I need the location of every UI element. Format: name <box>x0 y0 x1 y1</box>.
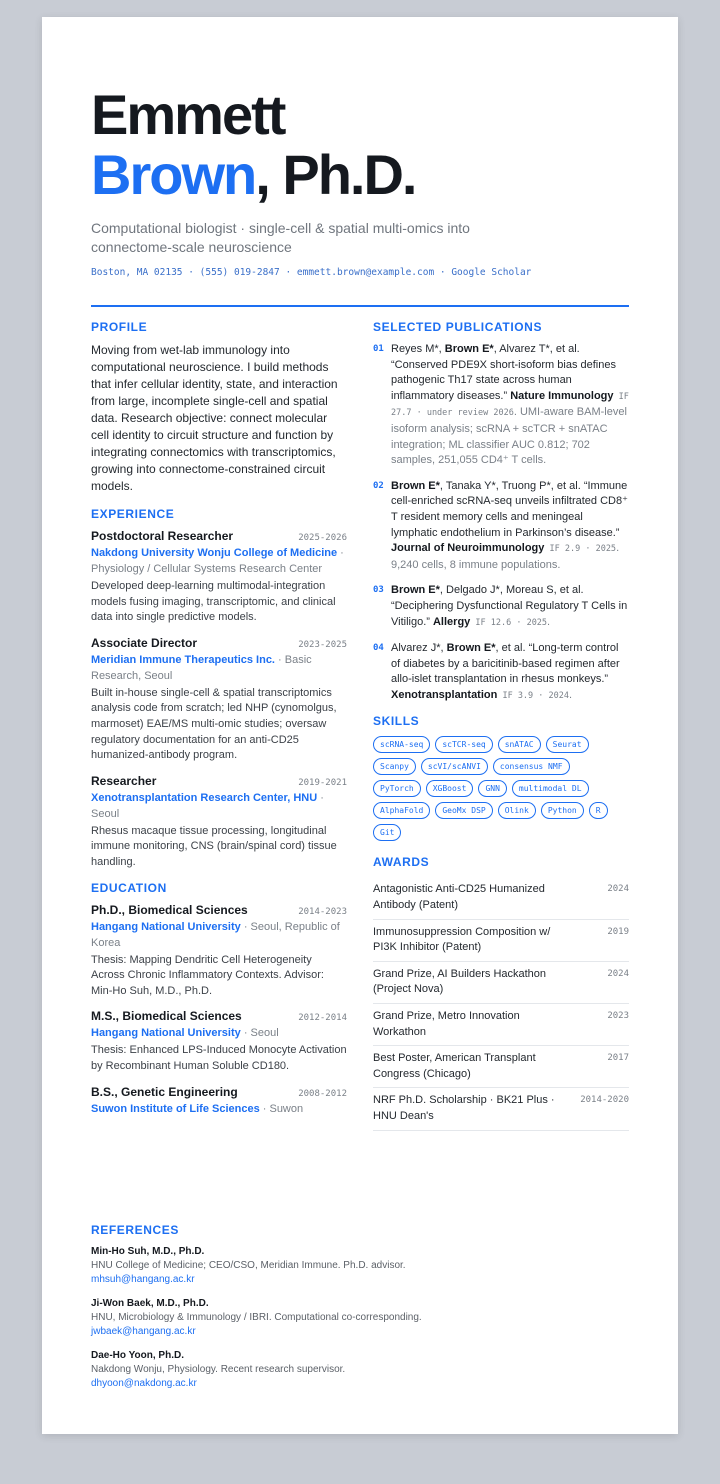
publication-authors-pre: Reyes M*, <box>391 343 445 355</box>
entry-title: B.S., Genetic Engineering <box>91 1084 238 1099</box>
entry-location: · Seoul <box>91 791 324 820</box>
entry-header <box>91 1009 347 1023</box>
entry-description: Thesis: Mapping Dendritic Cell Heterogeneity Across Chronic Inflammatory Contexts. Advisor: Min-Ho Suh, M.D., Ph.D. <box>91 953 324 997</box>
publication-meta: IF 12.6 · 2025 <box>470 617 548 628</box>
entry-location: · Physiology / Cellular Systems Research Center <box>91 547 344 575</box>
entry-org-line <box>91 652 347 684</box>
publication-number: 01 <box>373 344 384 354</box>
entry-description: Developed deep-learning multimodal-integration models fusing imaging, transcriptomic, and clinical data into single predictive models. <box>91 580 336 624</box>
entry-title: Postdoctoral Researcher <box>91 529 234 543</box>
award-year: 2017 <box>607 1053 629 1064</box>
experience-list <box>91 529 347 871</box>
resume-header <box>91 85 629 278</box>
entry-org-line <box>91 919 347 951</box>
reference-name: Min-Ho Suh, M.D., Ph.D. <box>91 1246 205 1257</box>
reference-description: HNU College of Medicine; CEO/CSO, Meridian Immune. Ph.D. advisor. <box>91 1260 406 1271</box>
award-item <box>373 1004 629 1046</box>
publication-list <box>373 342 629 704</box>
tagline: Computational biologist · single-cell & spatial multi-omics into connectome-scale neuroscience <box>91 220 470 255</box>
entry-location: · Seoul, Republic of Korea <box>91 920 340 949</box>
entry-organization: Xenotransplantation Research Center, HNU <box>91 791 318 804</box>
education-heading: EDUCATION <box>91 880 167 895</box>
contact-line[interactable]: Boston, MA 02135 · (555) 019-2847 · emmett.brown@example.com · Google Scholar <box>91 267 532 278</box>
entry-header <box>91 636 347 650</box>
experience-entry <box>91 774 347 871</box>
publication-journal: Nature Immunology <box>510 389 614 402</box>
award-item <box>373 962 629 1004</box>
award-year: 2019 <box>607 926 629 937</box>
entry-description: Built in-house single-cell & spatial transcriptomics analysis code from scratch; led NHP (cynomolgus, marmoset) EAE/MS multi-omic studies; oversaw regulatory documentation for an anti-CD25 humanized-antibody program. <box>91 686 337 762</box>
skill-tag: Olink <box>498 802 536 819</box>
publication-meta: IF 2.9 · 2025 <box>544 544 617 555</box>
header-divider <box>91 305 629 307</box>
name-first: Emmett <box>91 83 285 146</box>
skill-tag: Git <box>373 824 401 841</box>
publication-authors-title: , et al. “Long-term control of diabetes by a baricitinib-based regimen after allo-islet transplantation in rhesus monkeys.” <box>391 642 620 686</box>
publication-journal: Journal of Neuroimmunology <box>391 542 545 555</box>
entry-org-line <box>91 545 347 577</box>
entry-header <box>91 1085 347 1099</box>
skill-tag: PyTorch <box>373 780 421 797</box>
reference-list <box>91 1245 629 1391</box>
profile-text: Moving from wet-lab immunology into computational neuroscience. I build methods that infer cellular identity, state, and interaction from large, incomplete single-cell and spatial data. Research objective: connect molecular cell identity to circuit structure and function by integrating connectomics with transcriptomics, growing into connectome-constrained circuit models. <box>91 343 338 493</box>
entry-organization: Hangang National University <box>91 920 241 933</box>
publication-item <box>373 583 629 631</box>
entry-title: M.S., Biomedical Sciences <box>91 1009 242 1024</box>
candidate-name <box>91 85 629 205</box>
skill-tag: scVI/scANVI <box>421 758 488 775</box>
publication-item <box>373 342 629 469</box>
skill-tag: AlphaFold <box>373 802 430 819</box>
experience-entry <box>91 636 347 764</box>
award-title: Antagonistic Anti-CD25 Humanized Antibody (Patent) <box>373 883 545 912</box>
award-title: Grand Prize, AI Builders Hackathon (Project Nova) <box>373 967 547 996</box>
name-last: Brown <box>91 143 256 206</box>
profile-heading: PROFILE <box>91 320 148 334</box>
entry-date: 2025-2026 <box>298 533 347 543</box>
left-column <box>91 320 347 1127</box>
publication-number: 02 <box>373 480 384 491</box>
publication-item <box>373 479 629 574</box>
entry-date: 2019-2021 <box>298 777 347 788</box>
entry-description: Thesis: Enhanced LPS-Induced Monocyte Activation by Recombinant Human Soluble CD180. <box>91 1044 347 1072</box>
entry-date: 2012-2014 <box>298 1013 347 1024</box>
reference-item <box>91 1349 629 1391</box>
award-list <box>373 877 629 1130</box>
award-item <box>373 1046 629 1088</box>
skill-tag: scTCR-seq <box>435 736 492 753</box>
entry-header <box>91 774 347 788</box>
skill-tag: GeoMx DSP <box>435 802 492 819</box>
entry-organization: Hangang National University <box>91 1027 241 1040</box>
entry-date: 2023-2025 <box>298 639 347 650</box>
publication-author-me: Brown E* <box>446 642 496 655</box>
skill-tag: consensus NMF <box>493 758 570 775</box>
award-item <box>373 920 629 962</box>
entry-date: 2008-2012 <box>298 1088 347 1099</box>
publication-number: 04 <box>373 643 384 654</box>
award-title: Grand Prize, Metro Innovation Workathon <box>373 1010 520 1038</box>
publication-author-me: Brown E* <box>444 343 494 355</box>
reference-item <box>91 1245 629 1287</box>
skill-tag: snATAC <box>498 736 541 753</box>
award-title: Immunosuppression Composition w/ PI3K Inhibitor (Patent) <box>373 925 551 954</box>
entry-organization: Nakdong University Wonju College of Medicine <box>91 547 338 559</box>
publication-citation <box>391 641 629 704</box>
reference-email-link[interactable]: jwbaek@hangang.ac.kr <box>91 1326 196 1337</box>
publication-note: . UMI-aware BAM-level isoform analysis; scRNA + scTCR + snATAC integration; ML classifier AUC 0.812; 702 samples, 251,055 CD4⁺ T cells. <box>391 406 627 467</box>
skill-tag: R <box>589 802 608 819</box>
award-item <box>373 877 629 919</box>
publication-citation <box>391 342 629 469</box>
entry-header <box>91 529 347 543</box>
education-entry <box>91 1085 347 1117</box>
skill-tag: XGBoost <box>426 780 474 797</box>
education-entry <box>91 903 347 1000</box>
entry-location: · Suwon <box>259 1102 304 1115</box>
entry-title: Ph.D., Biomedical Sciences <box>91 902 248 917</box>
publications-heading: SELECTED PUBLICATIONS <box>373 320 543 334</box>
entry-org-line <box>91 1101 347 1117</box>
publication-number: 03 <box>373 585 384 596</box>
award-year: 2014-2020 <box>580 1095 629 1106</box>
entry-description: Rhesus macaque tissue processing, longitudinal immune monitoring, CNS (brain/spinal cord) tissue handling. <box>91 824 337 868</box>
entry-header <box>91 903 347 917</box>
skill-tag: scRNA-seq <box>373 736 430 753</box>
reference-description: HNU, Microbiology & Immunology / IBRI. Computational co-corresponding. <box>91 1312 422 1323</box>
publication-authors-title: , Delgado J*, Moreau S, et al. “Deciphering Dysfunctional Regulatory T Cells in Vitiligo.” <box>391 584 628 628</box>
resume-page <box>42 17 678 1434</box>
publication-author-me: Brown E* <box>391 584 440 597</box>
skill-tag: Scanpy <box>373 758 416 775</box>
references-heading: REFERENCES <box>91 1223 180 1237</box>
reference-email-link[interactable]: mhsuh@hangang.ac.kr <box>91 1274 195 1285</box>
skill-tag: Seurat <box>546 736 589 753</box>
entry-org-line <box>91 790 347 822</box>
reference-item <box>91 1297 629 1339</box>
publication-author-me: Brown E* <box>391 479 440 492</box>
publication-note: . <box>569 688 573 701</box>
publication-journal: Xenotransplantation <box>391 688 498 701</box>
publication-citation <box>391 583 629 631</box>
publication-authors-pre: Alvarez J*, <box>391 642 447 655</box>
reference-name: Ji-Won Baek, M.D., Ph.D. <box>91 1298 209 1309</box>
award-title: Best Poster, American Transplant Congress (Chicago) <box>373 1052 536 1080</box>
publication-note: . <box>547 615 551 628</box>
publication-authors-title: , Alvarez T*, et al. “Conserved PDE9X short-isoform bias defines pathogenic Th17 state across human inflammatory diseases.” <box>391 343 616 402</box>
award-title: NRF Ph.D. Scholarship · BK21 Plus · HNU Dean's <box>373 1094 555 1122</box>
skills-heading: SKILLS <box>373 714 420 729</box>
entry-title: Researcher <box>91 773 157 788</box>
entry-location: · Seoul <box>240 1027 279 1040</box>
publication-item <box>373 641 629 704</box>
reference-email-link[interactable]: dhyoon@nakdong.ac.kr <box>91 1378 197 1389</box>
right-column <box>373 320 629 1131</box>
publication-citation <box>391 479 629 574</box>
publication-authors-title: , Tanaka Y*, Truong P*, et al. “Immune cell-enriched scRNA-seq unveils infiltrated CD8⁺ T resident memory cells and meningeal lymphatic endothelium in Parkinson’s disease.” <box>391 479 628 539</box>
skill-tag: GNN <box>478 780 506 797</box>
award-year: 2023 <box>607 1011 629 1022</box>
awards-heading: AWARDS <box>373 855 430 870</box>
publication-journal: Allergy <box>432 615 471 628</box>
references-section <box>91 1223 629 1401</box>
entry-org-line <box>91 1025 347 1041</box>
award-item <box>373 1088 629 1130</box>
reference-description: Nakdong Wonju, Physiology. Recent research supervisor. <box>91 1364 346 1375</box>
skill-list <box>373 736 609 841</box>
name-suffix: , Ph.D. <box>255 143 416 206</box>
entry-organization: Suwon Institute of Life Sciences <box>91 1102 260 1115</box>
entry-title: Associate Director <box>91 635 198 650</box>
publication-note: . 9,240 cells, 8 immune populations. <box>391 542 620 571</box>
publication-meta: IF 3.9 · 2024 <box>497 690 569 701</box>
entry-organization: Meridian Immune Therapeutics Inc. <box>91 653 275 666</box>
experience-entry <box>91 529 347 626</box>
entry-date: 2014-2023 <box>298 906 347 917</box>
experience-heading: EXPERIENCE <box>91 507 175 521</box>
reference-name: Dae-Ho Yoon, Ph.D. <box>91 1350 184 1361</box>
education-list <box>91 903 347 1117</box>
education-entry <box>91 1009 347 1074</box>
publication-meta: IF 27.7 · under review 2026 <box>391 391 629 419</box>
award-year: 2024 <box>607 884 629 895</box>
award-year: 2024 <box>607 968 629 979</box>
skill-tag: multimodal DL <box>512 780 589 797</box>
skill-tag: Python <box>541 802 584 819</box>
entry-location: · Basic Research, Seoul <box>91 653 312 682</box>
